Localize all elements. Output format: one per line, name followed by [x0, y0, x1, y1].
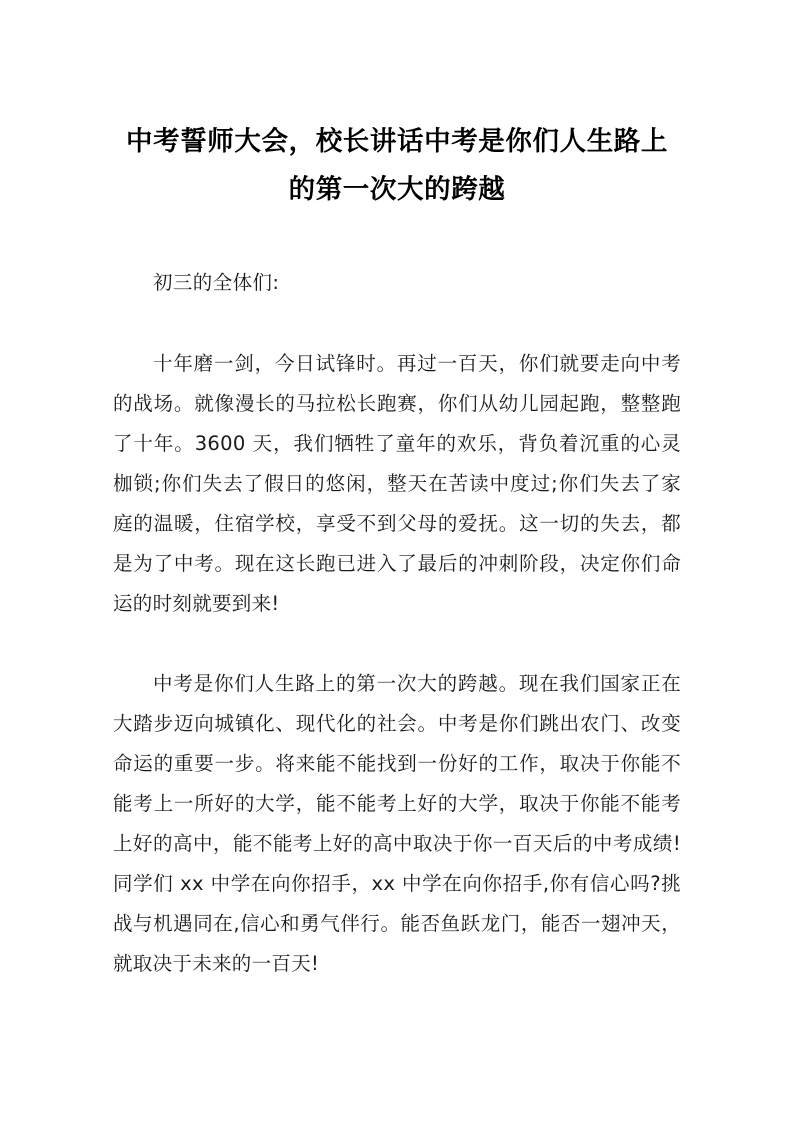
document-title: 中考誓师大会，校长讲话中考是你们人生路上的第一次大的跨越 — [126, 126, 668, 205]
document-body — [113, 118, 681, 984]
body-paragraph-1: 十年磨一剑，今日试锋时。再过一百天，你们就要走向中考的战场。就像漫长的马拉松长跑赛，你们从幼儿园起跑，整整跑了十年。3600 天，我们牺牲了童年的欢乐，背负着沉重的心灵枷锁;你们失去了假日的悠闲，整天在苦读中度过;你们失去了家庭的温暖，住宿学校，享受不到父母的爱抚。这一切的失去，都是为了中考。现在这长跑已进入了最后的冲刺阶段，决定你们命运的时刻就要到来! — [113, 352, 681, 615]
body-paragraph-2: 中考是你们人生路上的第一次大的跨越。现在我们国家正在大踏步迈向城镇化、现代化的社会。中考是你们跳出农门、改变命运的重要一步。将来能不能找到一份好的工作，取决于你能不能考上一所好的大学，能不能考上好的大学，取决于你能不能考上好的高中，能不能考上好的高中取决于你一百天后的中考成绩!同学们 xx 中学在向你招手，xx 中学在向你招手,你有信心吗?挑战与机遇同在,信心和勇气伴行。能否鱼跃龙门，能否一翅冲天，就取决于未来的一百天! — [113, 672, 681, 975]
salutation: 初三的全体们: — [153, 271, 280, 294]
